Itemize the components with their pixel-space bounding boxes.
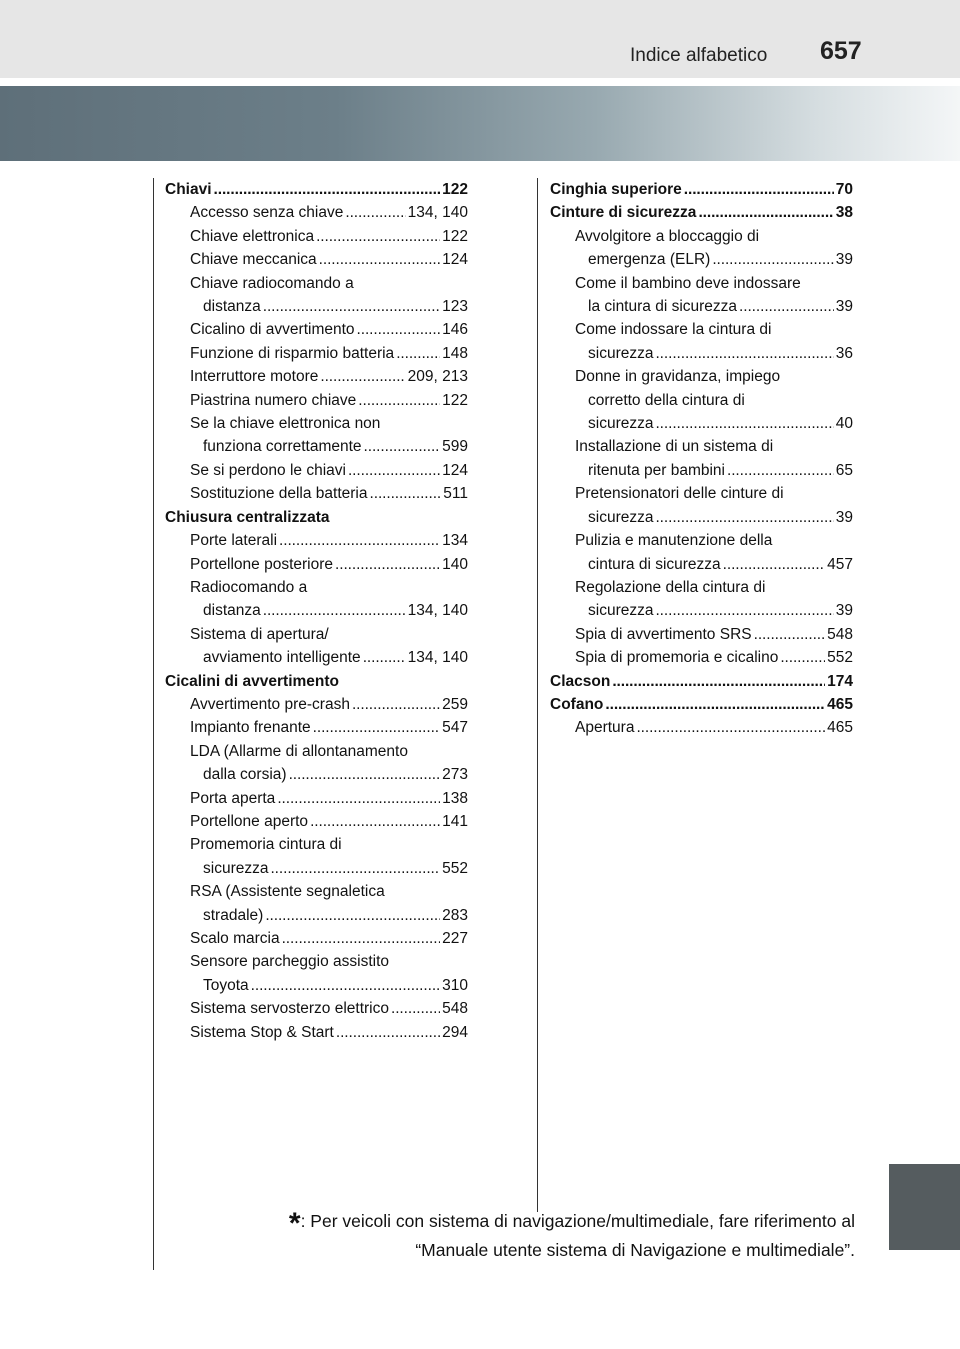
index-entry [165,599,468,622]
index-term: Avvolgitore a bloccaggio di [575,227,760,245]
index-term: Radiocomando a [190,578,308,596]
dot-leader [335,553,440,576]
index-entry [165,716,468,739]
page-reference: 39 [835,508,853,526]
index-entry [165,833,468,856]
index-term: corretto della cintura di [588,391,745,409]
index-term: sicurezza [203,859,269,877]
index-entry [550,248,853,271]
page-reference: 548 [827,625,853,643]
page-reference: 310 [442,976,468,994]
index-term: Impianto frenante [190,719,311,737]
index-term: funziona correttamente [203,438,362,456]
dot-leader [712,248,833,271]
dot-leader [391,997,440,1020]
index-term: Pulizia e manutenzione della [575,532,773,550]
index-term: Sostituzione della batteria [190,485,368,503]
dot-leader [310,810,440,833]
index-entry [165,904,468,927]
page-reference: 124 [442,461,468,479]
index-term: distanza [203,298,261,316]
index-entry [165,857,468,880]
index-term: ritenuta per bambini [588,461,725,479]
index-entry [165,295,468,318]
index-term: Cicalino di avvertimento [190,321,355,339]
page-reference: 38 [835,204,853,222]
page-reference: 174 [827,672,853,690]
dot-leader [214,178,441,201]
page-reference: 36 [835,344,853,362]
section-title: Indice alfabetico [630,45,768,66]
index-entry [550,553,853,576]
dot-leader [263,599,406,622]
page-reference: 273 [442,766,468,784]
dot-leader [320,365,405,388]
dot-leader [352,693,440,716]
index-entry [550,435,853,458]
dot-leader [370,482,442,505]
index-term: Funzione di risparmio batteria [190,344,395,362]
page-reference: 70 [835,181,853,198]
index-heading [550,670,853,693]
dot-leader [251,974,440,997]
index-column-right [550,178,853,740]
index-term: Spia di avvertimento SRS [575,625,752,643]
page-reference: 39 [835,251,853,269]
index-term: LDA (Allarme di allontanamento [190,742,408,760]
index-entry [165,318,468,341]
header-banner [0,86,960,161]
dot-leader [754,623,826,646]
index-entry [165,997,468,1020]
index-term: dalla corsia) [203,766,287,784]
dot-leader [345,201,405,224]
index-entry [550,272,853,295]
dot-leader [277,787,440,810]
dot-leader [282,927,441,950]
index-entry [550,716,853,739]
page-reference: 146 [442,321,468,339]
page-reference: 141 [442,812,468,830]
index-entry [550,318,853,341]
page-reference: 227 [442,930,468,947]
index-term: sicurezza [588,344,654,362]
index-entry [165,927,468,950]
index-entry [165,412,468,435]
page-reference: 548 [442,1000,468,1018]
dot-leader [684,178,834,201]
index-entry [550,459,853,482]
dot-leader [655,342,833,365]
dot-leader [289,763,441,786]
index-term: Chiave radiocomando a [190,274,354,292]
page-reference: 122 [442,181,468,198]
dot-leader [780,646,825,669]
index-entry [165,1021,468,1044]
dot-leader [723,553,825,576]
index-heading [165,178,468,201]
page-reference: 123 [442,298,468,316]
dot-leader [727,459,834,482]
index-entry [165,623,468,646]
page-reference: 457 [827,555,853,573]
column-divider [537,178,538,1212]
page-number: 657 [820,37,862,65]
dot-leader [636,716,825,739]
index-entry [165,576,468,599]
index-term: Porta aperta [190,789,276,807]
dot-leader [316,225,440,248]
page-reference: 65 [835,461,853,479]
index-entry [165,763,468,786]
index-entry [165,482,468,505]
index-term: stradale) [203,906,264,924]
index-term: Sistema di apertura/ [190,625,329,643]
page-reference: 283 [442,906,468,924]
index-entry [550,576,853,599]
index-term: Regolazione della cintura di [575,578,766,596]
dot-leader [279,529,440,552]
dot-leader [319,248,440,271]
index-entry [165,225,468,248]
index-entry [550,529,853,552]
footnote-line-2: “Manuale utente sistema di Navigazione e multimediale”. [415,1240,855,1260]
index-entry [165,365,468,388]
index-term: Come il bambino deve indossare [575,274,801,292]
index-entry [550,342,853,365]
page-reference: 294 [442,1023,468,1041]
index-entry [165,646,468,669]
index-term: Cicalini di avvertimento [165,672,339,690]
dot-leader [612,670,825,693]
dot-leader [739,295,834,318]
index-term: Piastrina numero chiave [190,391,357,409]
index-term: Promemoria cintura di [190,836,342,854]
index-term: Installazione di un sistema di [575,438,774,456]
index-term: Portellone posteriore [190,555,334,573]
index-term: Se si perdono le chiavi [190,461,346,479]
page-reference: 122 [442,391,468,409]
dot-leader [313,716,440,739]
page-reference: 465 [827,719,853,737]
index-entry [550,623,853,646]
page-reference: 552 [827,649,853,667]
index-term: Pretensionatori delle cinture di [575,485,784,503]
index-term: Interruttore motore [190,368,319,386]
dot-leader [655,412,833,435]
page-reference: 511 [443,485,468,503]
index-term: Apertura [575,719,635,737]
index-entry [165,950,468,973]
page-reference: 148 [442,344,468,362]
footnote [200,1208,855,1264]
page-reference: 39 [835,602,853,620]
index-term: emergenza (ELR) [588,251,711,269]
index-term: sicurezza [588,602,654,620]
page-reference: 599 [442,438,468,456]
index-term: Come indossare la cintura di [575,321,772,339]
index-entry [165,787,468,810]
index-term: Cinghia superiore [550,181,682,198]
index-heading [550,178,853,201]
page-reference: 547 [442,719,468,737]
index-term: sicurezza [588,415,654,433]
dot-leader [655,506,833,529]
page-reference: 209, 213 [407,368,468,386]
index-term: sicurezza [588,508,654,526]
index-entry [550,506,853,529]
index-term: cintura di sicurezza [588,555,721,573]
dot-leader [265,904,440,927]
index-column-left [165,178,468,1044]
index-term: distanza [203,602,261,620]
page-reference: 134 [442,532,468,550]
index-term: Spia di promemoria e cicalino [575,649,779,667]
index-term: Chiusura centralizzata [165,508,330,526]
left-margin-rule [153,178,154,1270]
index-heading [165,670,468,693]
index-term: Sistema Stop & Start [190,1023,334,1041]
page-reference: 122 [442,227,468,245]
top-header-bar [0,0,960,78]
dot-leader [655,599,833,622]
index-entry [165,201,468,224]
page-reference: 259 [442,695,468,713]
index-entry [165,389,468,412]
index-entry [165,740,468,763]
index-entry [550,389,853,412]
page-reference: 134, 140 [407,602,468,620]
dot-leader [396,342,440,365]
index-entry [165,248,468,271]
dot-leader [363,646,406,669]
index-term: Accesso senza chiave [190,204,344,222]
index-term: Chiavi [165,181,212,198]
index-entry [550,295,853,318]
index-entry [550,482,853,505]
index-term: Cinture di sicurezza [550,204,697,222]
dot-leader [348,459,440,482]
index-entry [550,365,853,388]
dot-leader [364,435,441,458]
page-reference: 134, 140 [407,649,468,667]
page-reference: 134, 140 [407,204,468,222]
index-entry [550,646,853,669]
index-term: Clacson [550,672,611,690]
index-term: Portellone aperto [190,812,309,830]
dot-leader [605,693,825,716]
index-entry [165,435,468,458]
index-term: RSA (Assistente segnaletica [190,883,385,901]
dot-leader [698,201,833,224]
index-entry [550,225,853,248]
page-reference: 39 [835,298,853,316]
index-term: Sensore parcheggio assistito [190,953,390,971]
index-term: Avvertimento pre-crash [190,695,350,713]
index-term: Toyota [203,976,249,994]
index-entry [165,459,468,482]
page-reference: 465 [827,695,853,713]
chapter-side-tab [889,1164,960,1250]
page-reference: 552 [442,859,468,877]
dot-leader [263,295,440,318]
index-heading [165,506,468,529]
index-term: Se la chiave elettronica non [190,415,381,433]
index-entry [550,412,853,435]
footnote-line-1: : Per veicoli con sistema di navigazione/multimediale, fare riferimento al [300,1211,855,1231]
page-reference: 40 [835,415,853,433]
index-heading [550,693,853,716]
index-term: Donne in gravidanza, impiego [575,368,781,386]
footnote-marker: * [288,1207,301,1240]
index-term: Cofano [550,695,604,713]
dot-leader [358,389,440,412]
index-entry [550,599,853,622]
index-entry [165,553,468,576]
dot-leader [270,857,440,880]
index-term: Scalo marcia [190,930,280,947]
page-reference: 140 [442,555,468,573]
index-term: la cintura di sicurezza [588,298,738,316]
dot-leader [357,318,441,341]
index-term: Chiave elettronica [190,227,315,245]
index-term: avviamento intelligente [203,649,361,667]
index-term: Porte laterali [190,532,278,550]
index-entry [165,810,468,833]
index-term: Sistema servosterzo elettrico [190,1000,389,1018]
index-entry [165,880,468,903]
index-entry [165,974,468,997]
page-reference: 138 [442,789,468,807]
index-entry [165,693,468,716]
index-entry [165,342,468,365]
page-reference: 124 [442,251,468,269]
dot-leader [336,1021,440,1044]
index-heading [550,201,853,224]
index-entry [165,272,468,295]
index-term: Chiave meccanica [190,251,317,269]
index-entry [165,529,468,552]
